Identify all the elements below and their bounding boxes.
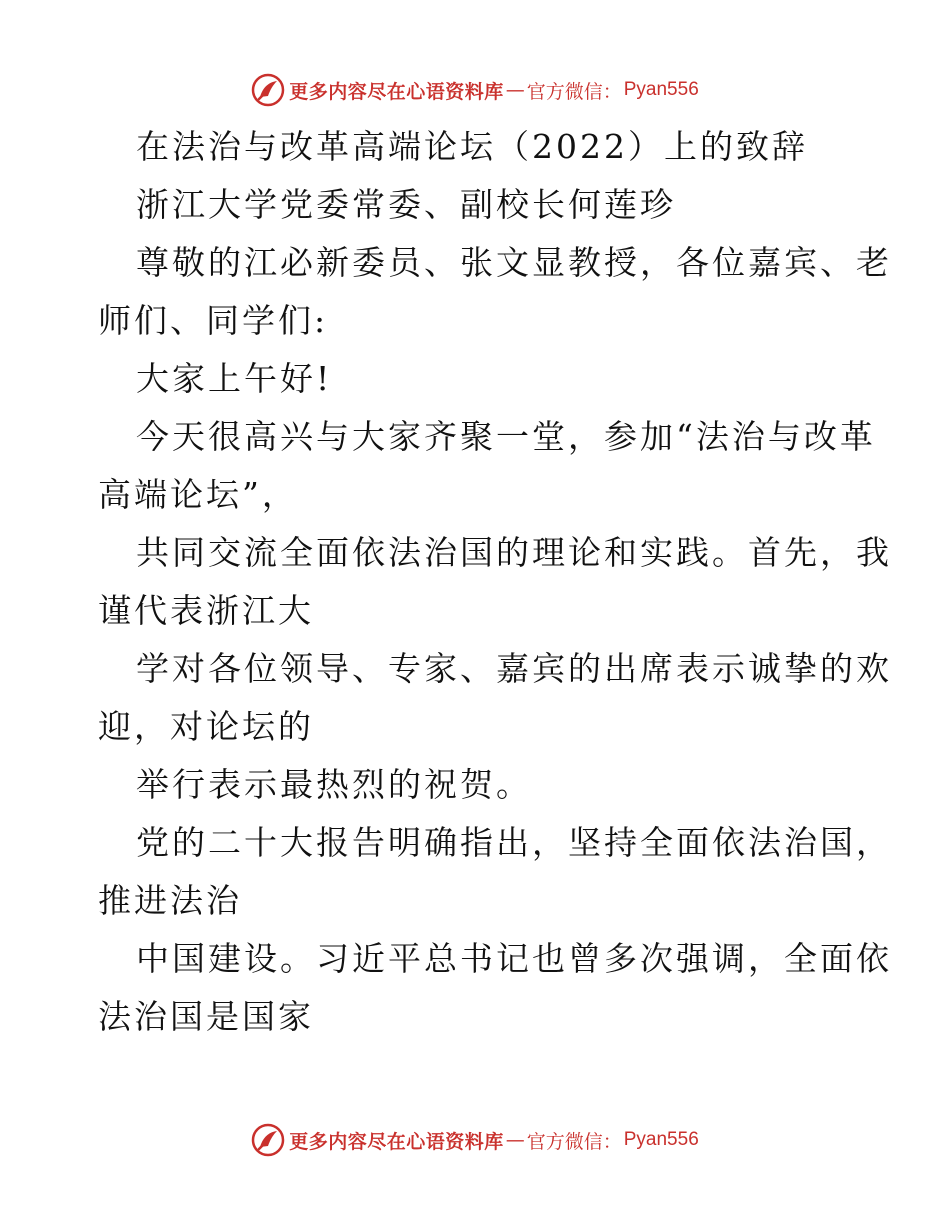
brand-logo-icon [251, 73, 285, 107]
watermark-separator: — [505, 79, 525, 101]
header-watermark [0, 70, 950, 110]
document-line: 举行表示最热烈的祝贺。 [136, 765, 532, 804]
document-line: 师们、同学们: [98, 301, 329, 340]
document-line: 学对各位领导、专家、嘉宾的出席表示诚挚的欢 [136, 649, 892, 688]
watermark-brand: 更多内容尽在心语资料库 [289, 1130, 504, 1153]
document-line: 尊敬的江必新委员、张文显教授，各位嘉宾、老 [136, 243, 892, 282]
document-line: 党的二十大报告明确指出，坚持全面依法治国， [136, 823, 892, 862]
document-line: 推进法治 [98, 881, 242, 920]
brand-logo-icon [251, 1123, 285, 1157]
footer-watermark [0, 1120, 950, 1160]
watermark-brand: 更多内容尽在心语资料库 [289, 80, 504, 103]
watermark-separator: — [505, 1129, 525, 1151]
document-line: 共同交流全面依法治国的理论和实践。首先，我 [136, 533, 892, 572]
watermark-wechat-label: 官方微信： [526, 80, 622, 103]
document-line: 法治国是国家 [98, 997, 314, 1036]
document-line: 浙江大学党委常委、副校长何莲珍 [136, 185, 676, 224]
watermark-wechat-label: 官方微信： [526, 1130, 622, 1153]
watermark-handle: Pyan556 [623, 79, 699, 100]
document-line: 迎，对论坛的 [98, 707, 314, 746]
document-line: 谨代表浙江大 [98, 591, 314, 630]
document-line: 今天很高兴与大家齐聚一堂，参加“法治与改革 [136, 417, 876, 456]
document-line: 高端论坛”， [98, 475, 298, 514]
watermark-handle: Pyan556 [623, 1129, 699, 1150]
document-line: 大家上午好! [136, 359, 333, 398]
document-line: 中国建设。习近平总书记也曾多次强调，全面依 [136, 939, 892, 978]
document-body [98, 118, 892, 1046]
document-line: 在法治与改革高端论坛（2022）上的致辞 [136, 127, 808, 166]
